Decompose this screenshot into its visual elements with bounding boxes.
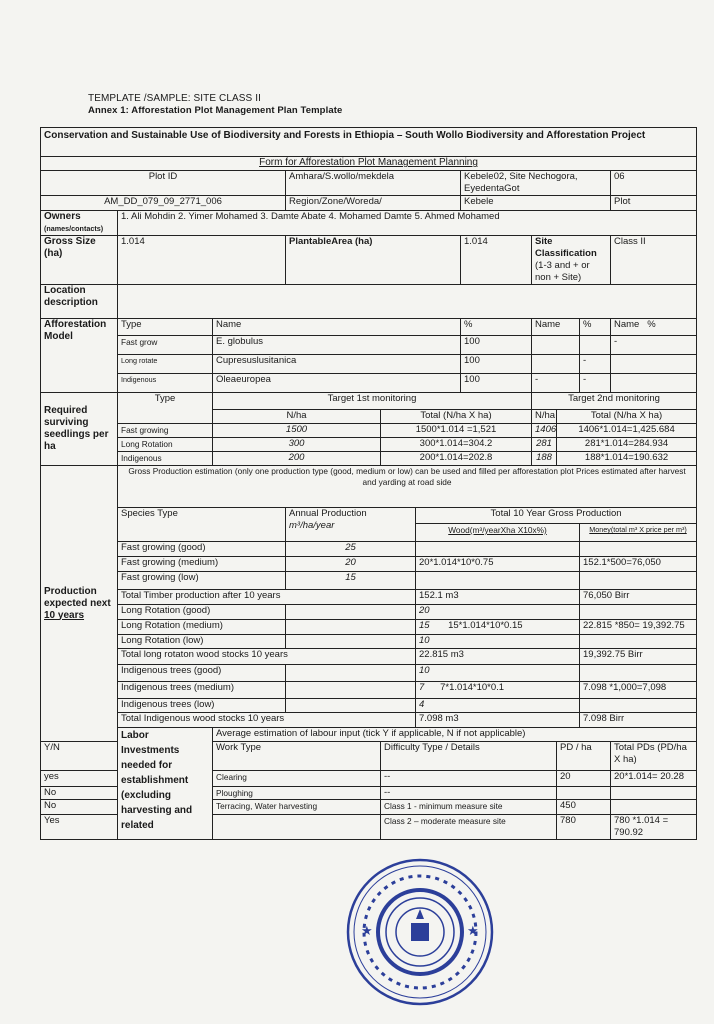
model-header-pct2: % [580,319,611,336]
seedling-t2: 281*1.014=284.934 [557,438,697,452]
labor-yn: No [41,800,118,815]
prod-type: Fast growing (medium) [118,557,286,572]
labor-work [213,815,381,840]
production-row [41,557,697,572]
target-1-text: Target 1st monitoring [327,393,417,404]
prod-type: Long Rotation (medium) [118,620,286,635]
model-name2 [532,336,580,355]
gross-size-label-text: Gross Size [44,236,96,247]
prod-annual: 25 [286,542,416,557]
labor-total [611,787,697,800]
seedlings-label: Required surviving seedlings per ha [41,393,118,466]
prod-annual-blank [286,605,416,620]
seedling-row [41,424,697,438]
production-label-text: Production expected next [44,585,111,609]
stamp-star-right: ★ [467,924,479,939]
seedling-n2: 1406 [532,424,557,438]
labor-header-pd: PD / ha [557,742,611,771]
owners-label-text: Owners [44,211,81,222]
prod-wood: 7.098 m3 [416,713,580,728]
prod-wood-formula: 15*1.014*10*0.15 [448,620,523,631]
model-header-type: Type [118,319,213,336]
prod-annual-blank [286,699,416,713]
prod-annual: 20 [416,605,580,620]
form-title: Form for Afforestation Plot Management Planning [41,157,697,171]
prod-annual-blank [286,682,416,699]
site-class-value: Class II [611,236,697,285]
official-stamp [345,857,495,1007]
production-total-row [41,590,697,605]
model-name3 [611,374,697,393]
prod-annual-blank [286,665,416,682]
prod-money: 152.1*500=76,050 [580,557,697,572]
labor-work: Ploughing [213,787,381,800]
model-type: Indigenous [118,374,213,393]
prod-type: Fast growing (low) [118,572,286,590]
prod-money [580,572,697,590]
prod-wood: 20*1.014*10*0.75 [416,557,580,572]
model-name2: - [532,374,580,393]
model-header-pct: % [461,319,532,336]
model-header-pct3: % [647,319,656,330]
target-2-header [532,393,697,410]
model-pct2 [580,336,611,355]
annual-production-header [286,508,416,542]
gross-size-label [41,236,118,285]
prod-type: Indigenous trees (low) [118,699,286,713]
plot-id-value: AM_DD_079_09_2771_006 [41,196,286,211]
production-total-row [41,649,697,665]
prod-wood [416,542,580,557]
prod-money: 22.815 *850= 19,392.75 [580,620,697,635]
prod-wood [416,620,580,635]
seedling-n1: 200 [213,452,381,466]
seedling-t2: 1406*1.014=1,425.684 [557,424,697,438]
seedling-type: Indigenous [118,452,213,466]
model-name3: - [611,336,697,355]
model-name2 [532,355,580,374]
labor-work: Clearing [213,771,381,787]
prod-annual: 15 [286,572,416,590]
prod-money: 7.098 *1,000=7,098 [580,682,697,699]
prod-wood [416,682,580,699]
model-pct: 100 [461,355,532,374]
prod-type: Fast growing (good) [118,542,286,557]
production-row [41,682,697,699]
model-header-name: Name [213,319,461,336]
prod-money: 76,050 Birr [580,590,697,605]
production-row [41,620,697,635]
stamp-emblem-star [416,909,424,919]
model-header-name3-text: Name [614,319,640,330]
seedling-t2: 188*1.014=190.632 [557,452,697,466]
model-type: Long rotate [118,355,213,374]
prod-money [580,699,697,713]
model-header-name3 [611,319,697,336]
model-name3 [611,355,697,374]
owners-label [41,211,118,236]
labor-total: 780 *1.014 = 790.92 [611,815,697,840]
prod-wood [416,572,580,590]
site-classification [532,236,611,285]
gross-size-unit: (ha) [44,248,63,259]
labor-yn: Yes [41,815,118,840]
stamp-emblem-core [411,923,429,941]
n-ha-header-1: N/ha [213,410,381,424]
model-species: Cupresuslusitanica [213,355,461,374]
seedlings-type-header: Type [118,393,213,424]
total-production-header: Total 10 Year Gross Production [416,508,697,524]
money-header: Money(total m³ X price per m³) [580,524,697,542]
model-pct2: - [580,355,611,374]
labor-label: Labor Investments needed for establishment (excluding harvesting and related [118,728,213,840]
prod-wood-formula: 7*1.014*10*0.1 [440,682,505,693]
kebele-label: Kebele [461,196,611,211]
labor-work: Terracing, Water harvesting [213,800,381,815]
labor-yn: yes [41,771,118,787]
seedling-type: Fast growing [118,424,213,438]
prod-type: Total long rotaton wood stocks 10 years [118,649,416,665]
model-pct: 100 [461,336,532,355]
prod-type: Indigenous trees (medium) [118,682,286,699]
model-species: Oleaeuropea [213,374,461,393]
model-species: E. globulus [213,336,461,355]
prod-annual-blank [286,635,416,649]
labor-note: Average estimation of labour input (tick Y if applicable, N if not applicable) [213,728,697,742]
location-value-cell [118,285,697,319]
stamp-emblem [411,909,429,941]
prod-money [580,605,697,620]
annex-title: Annex 1: Afforestation Plot Management Plan Template [88,105,343,116]
labor-difficulty: Class 1 - minimum measure site [381,800,557,815]
prod-money: 19,392.75 Birr [580,649,697,665]
labor-difficulty: Class 2 – moderate measure site [381,815,557,840]
labor-pd: 20 [557,771,611,787]
labor-difficulty: -- [381,787,557,800]
prod-annual: 15 [419,620,430,631]
production-row [41,665,697,682]
plot-id-label: Plot ID [41,171,286,196]
prod-wood: 152.1 m3 [416,590,580,605]
target-1-header [213,393,532,410]
plot-number: 06 [611,171,697,196]
prod-type: Total Indigenous wood stocks 10 years [118,713,416,728]
seedling-t1: 200*1.014=202.8 [381,452,532,466]
model-pct: 100 [461,374,532,393]
production-row [41,572,697,590]
prod-wood: 22.815 m3 [416,649,580,665]
model-row [41,374,697,393]
management-plan-table [40,127,697,840]
labor-pd: 450 [557,800,611,815]
seedling-n2: 188 [532,452,557,466]
plantable-area-value: 1.014 [461,236,532,285]
project-title: Conservation and Sustainable Use of Biodiversity and Forests in Ethiopia – South Wollo Biodiversity and Afforestation Project [41,128,697,157]
labor-total: 20*1.014= 20.28 [611,771,697,787]
site-class-label: Site Classification [535,236,597,259]
production-row [41,605,697,620]
labor-pd: 780 [557,815,611,840]
prod-type: Long Rotation (low) [118,635,286,649]
model-row [41,355,697,374]
prod-money: 7.098 Birr [580,713,697,728]
plot-label: Plot [611,196,697,211]
template-heading: TEMPLATE /SAMPLE: SITE CLASS II [88,93,261,104]
labor-difficulty: -- [381,771,557,787]
prod-annual: 10 [416,665,580,682]
prod-annual: 20 [286,557,416,572]
labor-pd [557,787,611,800]
seedling-row [41,452,697,466]
species-type-header: Species Type [118,508,286,542]
location-value: Amhara/S.wollo/mekdela [286,171,461,196]
prod-type: Total Timber production after 10 years [118,590,416,605]
seedling-t1: 300*1.014=304.2 [381,438,532,452]
model-type: Fast grow [118,336,213,355]
owners-value: 1. Ali Mohdin 2. Yimer Mohamed 3. Damte Abate 4. Mohamed Damte 5. Ahmed Mohamed [118,211,697,236]
prod-money [580,542,697,557]
wood-header: Wood(m³/yearXha X10x%) [416,524,580,542]
production-label [41,466,118,742]
prod-annual: 7 [419,682,425,693]
total-header-1: Total (N/ha X ha) [381,410,532,424]
seedling-n1: 300 [213,438,381,452]
owners-sublabel: (names/contacts) [44,224,104,233]
annual-production-text: Annual Production [289,508,367,519]
total-header-2: Total (N/ha X ha) [557,410,697,424]
prod-annual: 4 [416,699,580,713]
labor-header-yn: Y/N [41,742,118,771]
seedling-t1: 1500*1.014 =1,521 [381,424,532,438]
production-note: Gross Production estimation (only one production type (good, medium or low) can be used and filled per afforestation plot Prices estimated after harvest and yarding at road side [118,466,697,508]
labor-header-total: Total PDs (PD/ha X ha) [611,742,697,771]
seedling-row [41,438,697,452]
seedling-n1: 1500 [213,424,381,438]
n-ha-header-2: N/ha [532,410,557,424]
kebele-value: Kebele02, Site Nechogora, EyedentaGot [461,171,611,196]
labor-yn: No [41,787,118,800]
labor-header-difficulty: Difficulty Type / Details [381,742,557,771]
afforestation-model-label: Afforestation Model [41,319,118,393]
model-row [41,336,697,355]
stamp-star-left: ★ [361,924,373,939]
prod-money [580,635,697,649]
model-header-name2: Name [532,319,580,336]
model-pct2: - [580,374,611,393]
production-total-row [41,713,697,728]
seedling-n2: 281 [532,438,557,452]
labor-total [611,800,697,815]
region-label: Region/Zone/Woreda/ [286,196,461,211]
location-label: Location description [41,285,118,319]
prod-annual: 10 [416,635,580,649]
gross-size-value: 1.014 [118,236,286,285]
prod-annual-blank [286,620,416,635]
seedling-type: Long Rotation [118,438,213,452]
labor-header-work: Work Type [213,742,381,771]
prod-type: Long Rotation (good) [118,605,286,620]
production-row [41,635,697,649]
target-2-text: Target 2nd monitoring [568,393,660,404]
prod-money [580,665,697,682]
production-row [41,542,697,557]
prod-type: Indigenous trees (good) [118,665,286,682]
plantable-area-label: PlantableArea (ha) [286,236,461,285]
annual-production-unit: m³/ha/year [289,520,335,531]
production-row [41,699,697,713]
site-class-sub: (1-3 and + or non + Site) [535,260,590,283]
production-label-years: 10 years [44,609,85,621]
